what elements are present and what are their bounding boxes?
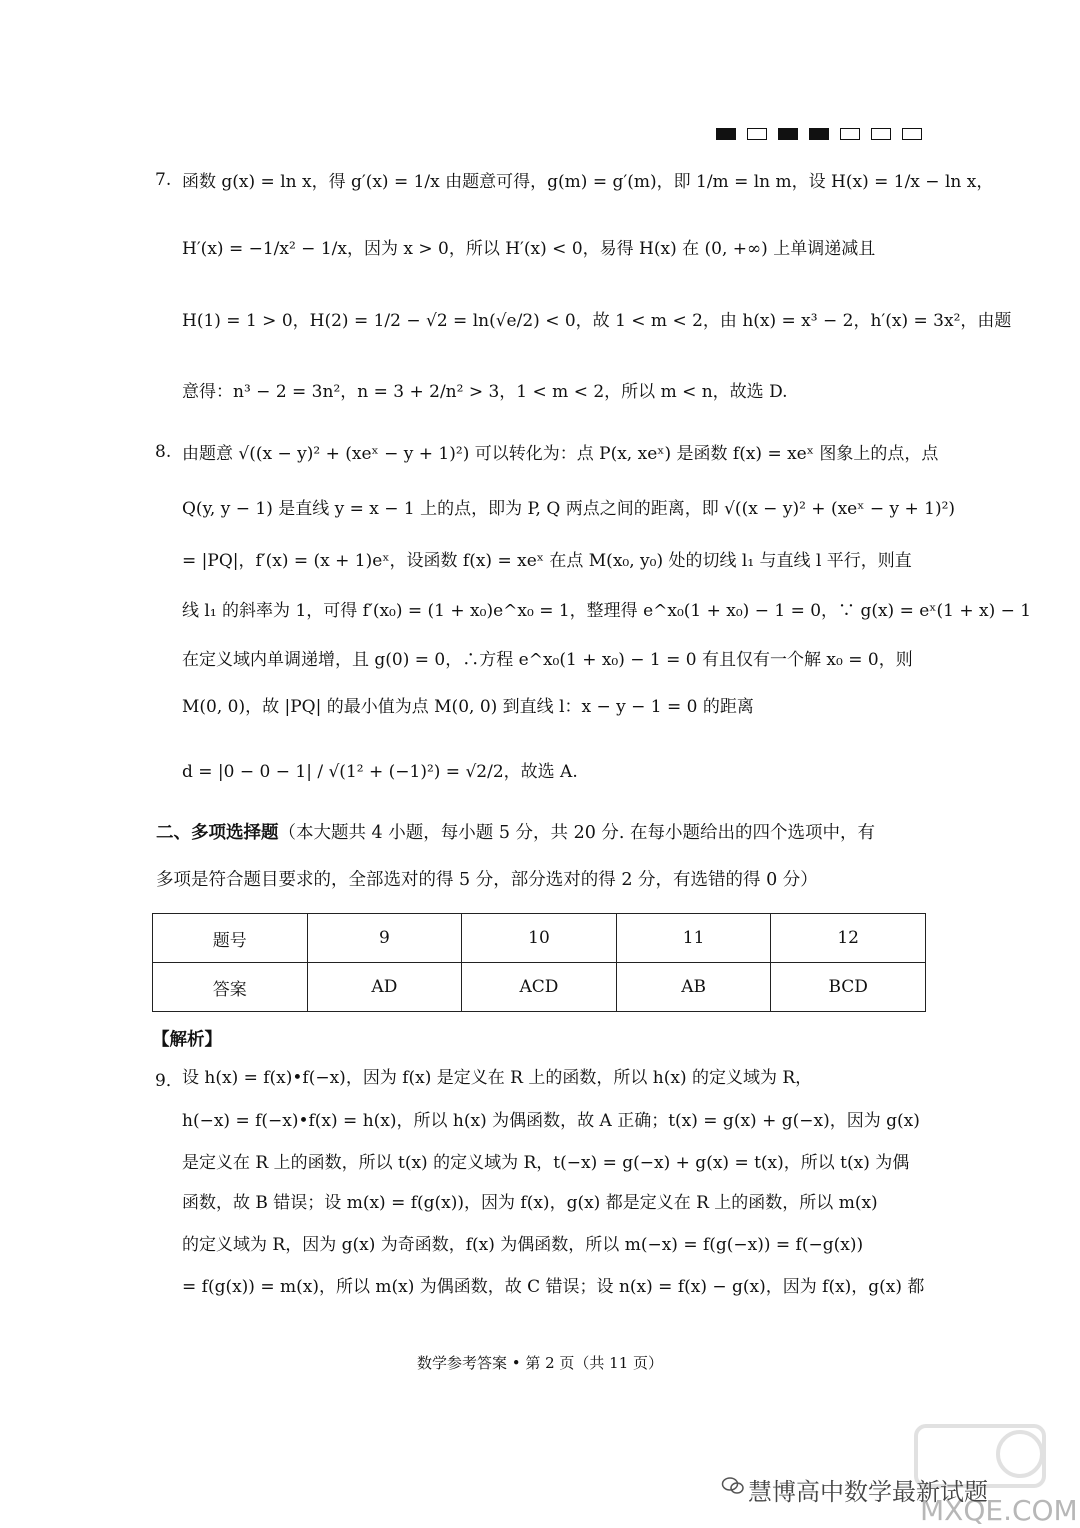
q7-line-3: H(1) = 1 > 0，H(2) = 1/2 − √2 = ln(√e/2) < 0，故 1 < m < 2，由 h(x) = x³ − 2，h′(x) = 3x²，由题 bbox=[182, 311, 1012, 331]
progress-square-empty bbox=[902, 128, 922, 140]
q8-line-6: M(0, 0)，故 |PQ| 的最小值为点 M(0, 0) 到直线 l：x − y − 1 = 0 的距离 bbox=[182, 697, 754, 717]
progress-square-filled bbox=[778, 128, 798, 140]
section-2-heading bbox=[156, 821, 875, 845]
q8-line-3: = |PQ|，f′(x) = (x + 1)eˣ，设函数 f(x) = xeˣ 在点 M(x₀, y₀) 处的切线 l₁ 与直线 l 平行，则直 bbox=[182, 551, 912, 571]
question-7-number: 7. bbox=[155, 170, 172, 190]
wechat-icon bbox=[722, 1477, 744, 1495]
q9-line-6: = f(g(x)) = m(x)，所以 m(x) 为偶函数，故 C 错误；设 n(x) = f(x) − g(x)，因为 f(x)，g(x) 都 bbox=[182, 1277, 925, 1297]
progress-square-filled bbox=[716, 128, 736, 140]
q9-line-2: h(−x) = f(−x)•f(x) = h(x)，所以 h(x) 为偶函数，故 A 正确；t(x) = g(x) + g(−x)，因为 g(x) bbox=[182, 1111, 920, 1131]
section-2-desc-1: （本大题共 4 小题，每小题 5 分，共 20 分. 在每小题给出的四个选项中，有 bbox=[278, 823, 876, 843]
answer-table bbox=[152, 913, 926, 1012]
analysis-label: 【解析】 bbox=[152, 1030, 222, 1050]
table-cell: AD bbox=[307, 963, 462, 1012]
table-cell: 答案 bbox=[153, 963, 308, 1012]
table-cell: 9 bbox=[307, 914, 462, 963]
q8-line-7: d = |0 − 0 − 1| / √(1² + (−1)²) = √2/2，故选 A. bbox=[182, 762, 578, 782]
answer-table-answer-row bbox=[153, 963, 926, 1012]
table-cell: 11 bbox=[616, 914, 771, 963]
table-cell: 12 bbox=[771, 914, 926, 963]
table-cell: AB bbox=[616, 963, 771, 1012]
q8-line-2: Q(y, y − 1) 是直线 y = x − 1 上的点，即为 P, Q 两点之间的距离，即 √((x − y)² + (xeˣ − y + 1)²) bbox=[182, 499, 956, 519]
progress-square-empty bbox=[840, 128, 860, 140]
table-cell: 题号 bbox=[153, 914, 308, 963]
table-cell: 10 bbox=[462, 914, 617, 963]
table-cell: BCD bbox=[771, 963, 926, 1012]
section-2-desc-2: 多项是符合题目要求的，全部选对的得 5 分，部分选对的得 2 分，有选错的得 0 分） bbox=[156, 870, 818, 890]
answer-table-header-row bbox=[153, 914, 926, 963]
progress-square-empty bbox=[747, 128, 767, 140]
page-progress-squares bbox=[716, 128, 922, 140]
q9-line-4: 函数，故 B 错误；设 m(x) = f(g(x))，因为 f(x)，g(x) 都是定义在 R 上的函数，所以 m(x) bbox=[182, 1193, 878, 1213]
question-9-number: 9． bbox=[155, 1071, 183, 1091]
q7-line-1: 函数 g(x) = ln x，得 g′(x) = 1/x 由题意可得，g(m) = g′(m)，即 1/m = ln m，设 H(x) = 1/x − ln x， bbox=[182, 172, 994, 192]
table-cell: ACD bbox=[462, 963, 617, 1012]
section-2-title: 二、多项选择题 bbox=[156, 823, 279, 843]
question-8-number: 8. bbox=[155, 442, 172, 462]
q9-line-3: 是定义在 R 上的函数，所以 t(x) 的定义域为 R，t(−x) = g(−x) + g(x) = t(x)，所以 t(x) 为偶 bbox=[182, 1153, 910, 1173]
q9-line-5: 的定义域为 R，因为 g(x) 为奇函数，f(x) 为偶函数，所以 m(−x) = f(g(−x)) = f(−g(x)) bbox=[182, 1235, 864, 1255]
q8-line-1: 由题意 √((x − y)² + (xeˣ − y + 1)²) 可以转化为：点 P(x, xeˣ) 是函数 f(x) = xeˣ 图象上的点，点 bbox=[182, 444, 939, 464]
watermark-stamp-text: MXQE.COM bbox=[920, 1494, 1078, 1527]
page-footer: 数学参考答案 • 第 2 页（共 11 页） bbox=[416, 1354, 664, 1372]
watermark-account: 慧博高中数学最新试题 bbox=[748, 1478, 988, 1506]
q8-line-5: 在定义域内单调递增，且 g(0) = 0，∴方程 e^x₀(1 + x₀) − 1 = 0 有且仅有一个解 x₀ = 0，则 bbox=[182, 650, 913, 670]
q9-line-1: 设 h(x) = f(x)•f(−x)，因为 f(x) 是定义在 R 上的函数，所以 h(x) 的定义域为 R， bbox=[182, 1068, 813, 1088]
q7-line-4: 意得：n³ − 2 = 3n²，n = 3 + 2/n² > 3，1 < m < 2，所以 m < n，故选 D. bbox=[182, 382, 788, 402]
q7-line-2: H′(x) = −1/x² − 1/x，因为 x > 0，所以 H′(x) < 0，易得 H(x) 在 (0, +∞) 上单调递减且 bbox=[182, 239, 876, 259]
progress-square-filled bbox=[809, 128, 829, 140]
q8-line-4: 线 l₁ 的斜率为 1，可得 f′(x₀) = (1 + x₀)e^x₀ = 1，整理得 e^x₀(1 + x₀) − 1 = 0，∵ g(x) = eˣ(1 + x) − 1 bbox=[182, 601, 1032, 621]
progress-square-empty bbox=[871, 128, 891, 140]
